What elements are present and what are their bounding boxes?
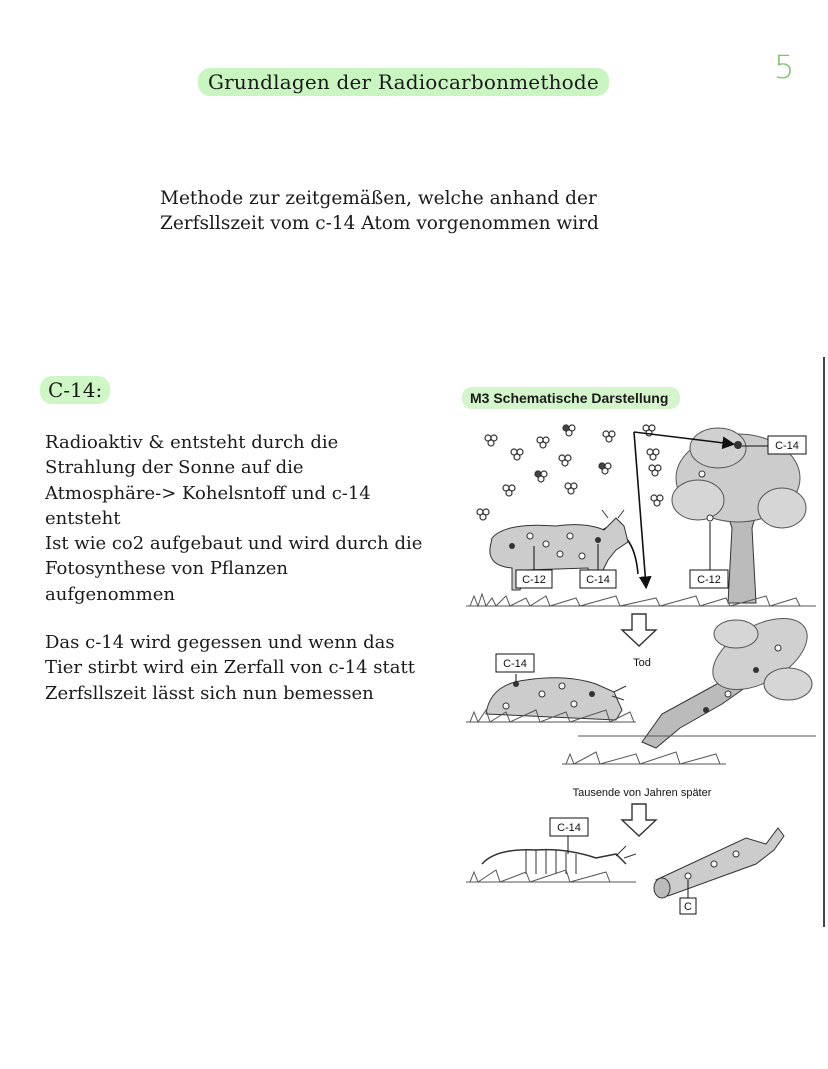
svg-text:C-12: C-12	[697, 574, 721, 586]
arrow-later-text: Tausende von Jahren später	[572, 787, 712, 799]
arrow-later	[622, 804, 656, 836]
paragraph-line: Atmosphäre-> Kohelsntoff und c-14	[45, 482, 371, 504]
svg-text:Tod: Tod	[633, 657, 651, 669]
definition-line: Methode zur zeitgemäßen, welche anhand der	[160, 188, 597, 209]
definition-line: Zerfsllszeit vom c-14 Atom vorgenommen wird	[160, 213, 599, 234]
paragraph-line: Zerfsllszeit lässt sich nun bemessen	[45, 682, 374, 704]
paragraph-line: Das c-14 wird gegessen und wenn das	[45, 632, 395, 653]
tag-tree-c12	[690, 522, 728, 588]
paragraph-line: Fotosynthese von Pflanzen	[45, 558, 288, 580]
dead-log	[654, 828, 784, 898]
page-title: Grundlagen der Radiocarbonmethode	[198, 68, 609, 96]
svg-text:C-14: C-14	[775, 440, 799, 452]
radiocarbon-schematic	[466, 418, 818, 918]
definition-text	[160, 186, 599, 236]
page-number: 5	[774, 48, 795, 86]
paragraph-line: aufgenommen	[45, 583, 175, 605]
paragraph-c14-origin	[45, 430, 445, 607]
figure-label: M3 Schematische Darstellung	[462, 387, 680, 409]
section-heading: C-14:	[40, 376, 110, 404]
tag-dead-cow-c14	[496, 654, 534, 682]
paragraph-c14-decay	[45, 630, 445, 706]
paragraph-line: entsteht	[45, 507, 121, 529]
paragraph-line: Strahlung der Sonne auf die	[45, 457, 304, 479]
skeleton	[466, 846, 636, 882]
svg-text:C-14: C-14	[586, 574, 610, 586]
paragraph-line: Tier stirbt wird ein Zerfall von c-14 statt	[45, 657, 415, 679]
svg-text:C-14: C-14	[503, 658, 527, 670]
paragraph-line: Radioaktiv & entsteht durch die	[45, 432, 339, 453]
paragraph-line: Ist wie co2 aufgebaut und wird durch die	[45, 533, 423, 555]
svg-text:C-14: C-14	[557, 822, 581, 834]
tag-skeleton-c14	[550, 818, 588, 854]
margin-divider	[823, 357, 825, 927]
svg-text:C-12: C-12	[522, 574, 546, 586]
arrow-death	[622, 614, 656, 669]
svg-text:C: C	[684, 901, 692, 913]
fallen-tree	[562, 604, 818, 764]
dead-cow	[466, 678, 636, 722]
grass-ground	[466, 594, 816, 606]
